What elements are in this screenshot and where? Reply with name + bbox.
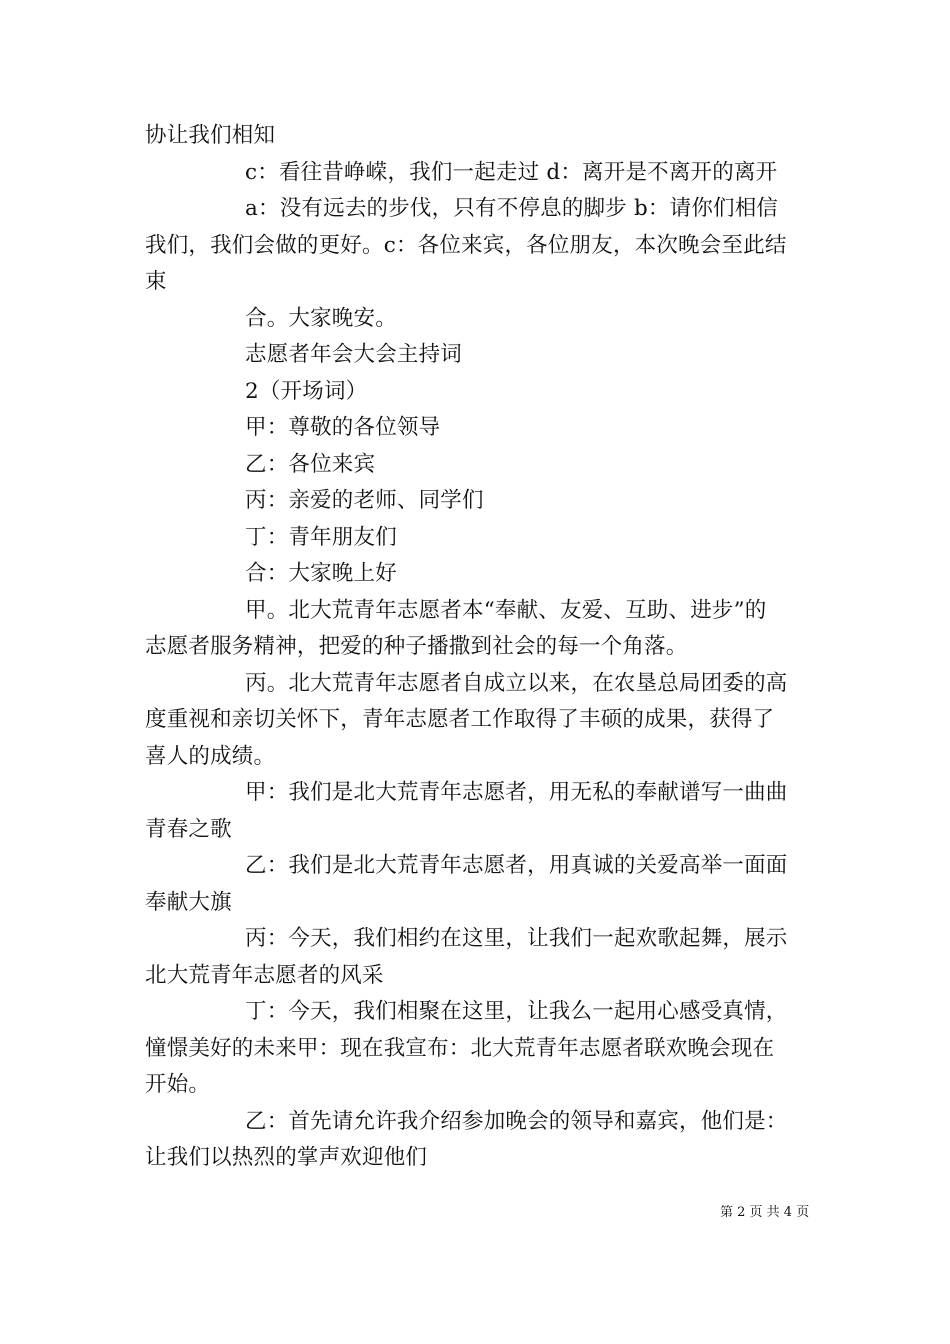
- text-line: 憧憬美好的未来甲：现在我宣布：北大荒青年志愿者联欢晚会现在: [145, 1035, 775, 1061]
- text-line: 合：大家晚上好: [245, 561, 397, 586]
- text-line: 奉献大旗: [145, 889, 232, 915]
- text-line: 志愿者服务精神，把爱的种子播撒到社会的每一个角落。: [145, 634, 688, 659]
- text-line: 丙。北大荒青年志愿者自成立以来，在农垦总局团委的高: [245, 670, 788, 696]
- text-line: c：看往昔峥嵘，我们一起走过 d：离开是不离开的离开: [245, 159, 778, 185]
- text-line: 协让我们相知: [145, 123, 276, 148]
- text-line: 丙：今天，我们相约在这里，让我们一起欢歌起舞，展示: [245, 926, 788, 951]
- text-line: a：没有远去的步伐，只有不停息的脚步 b：请你们相信: [245, 196, 779, 221]
- text-line: 让我们以热烈的掌声欢迎他们: [145, 1145, 428, 1170]
- text-line: 北大荒青年志愿者的风采: [145, 962, 384, 988]
- text-line: 甲：我们是北大荒青年志愿者，用无私的奉献谱写一曲曲: [245, 780, 788, 805]
- text-line: 甲。北大荒青年志愿者本“奉献、友爱、互助、进步”的: [245, 597, 767, 623]
- text-line: 度重视和亲切关怀下，青年志愿者工作取得了丰硕的成果，获得了: [145, 707, 775, 732]
- text-line: 束: [145, 269, 167, 294]
- text-line: 丁：青年朋友们: [245, 524, 397, 550]
- document-body: [145, 118, 810, 1177]
- text-line: 2（开场词）: [245, 378, 368, 404]
- text-line: 丁：今天，我们相聚在这里，让我么一起用心感受真情，: [245, 999, 788, 1024]
- text-line: 乙：我们是北大荒青年志愿者，用真诚的关爱高举一面面: [245, 853, 788, 878]
- text-line: 丙：亲爱的老师、同学们: [245, 488, 484, 513]
- text-line: 合。大家晚安。: [245, 305, 397, 331]
- text-line: 志愿者年会大会主持词: [245, 342, 463, 367]
- text-line: 青春之歌: [145, 816, 232, 842]
- text-line: 我们，我们会做的更好。c：各位来宾，各位朋友，本次晚会至此结: [145, 232, 787, 258]
- text-line: 喜人的成绩。: [145, 743, 276, 769]
- text-line: 甲：尊敬的各位领导: [245, 415, 441, 440]
- page-number: 第 2 页 共 4 页: [720, 1205, 810, 1220]
- text-line: 乙：各位来宾: [245, 451, 376, 477]
- text-line: 开始。: [145, 1072, 211, 1097]
- text-line: 乙：首先请允许我介绍参加晚会的领导和嘉宾，他们是：: [245, 1108, 788, 1134]
